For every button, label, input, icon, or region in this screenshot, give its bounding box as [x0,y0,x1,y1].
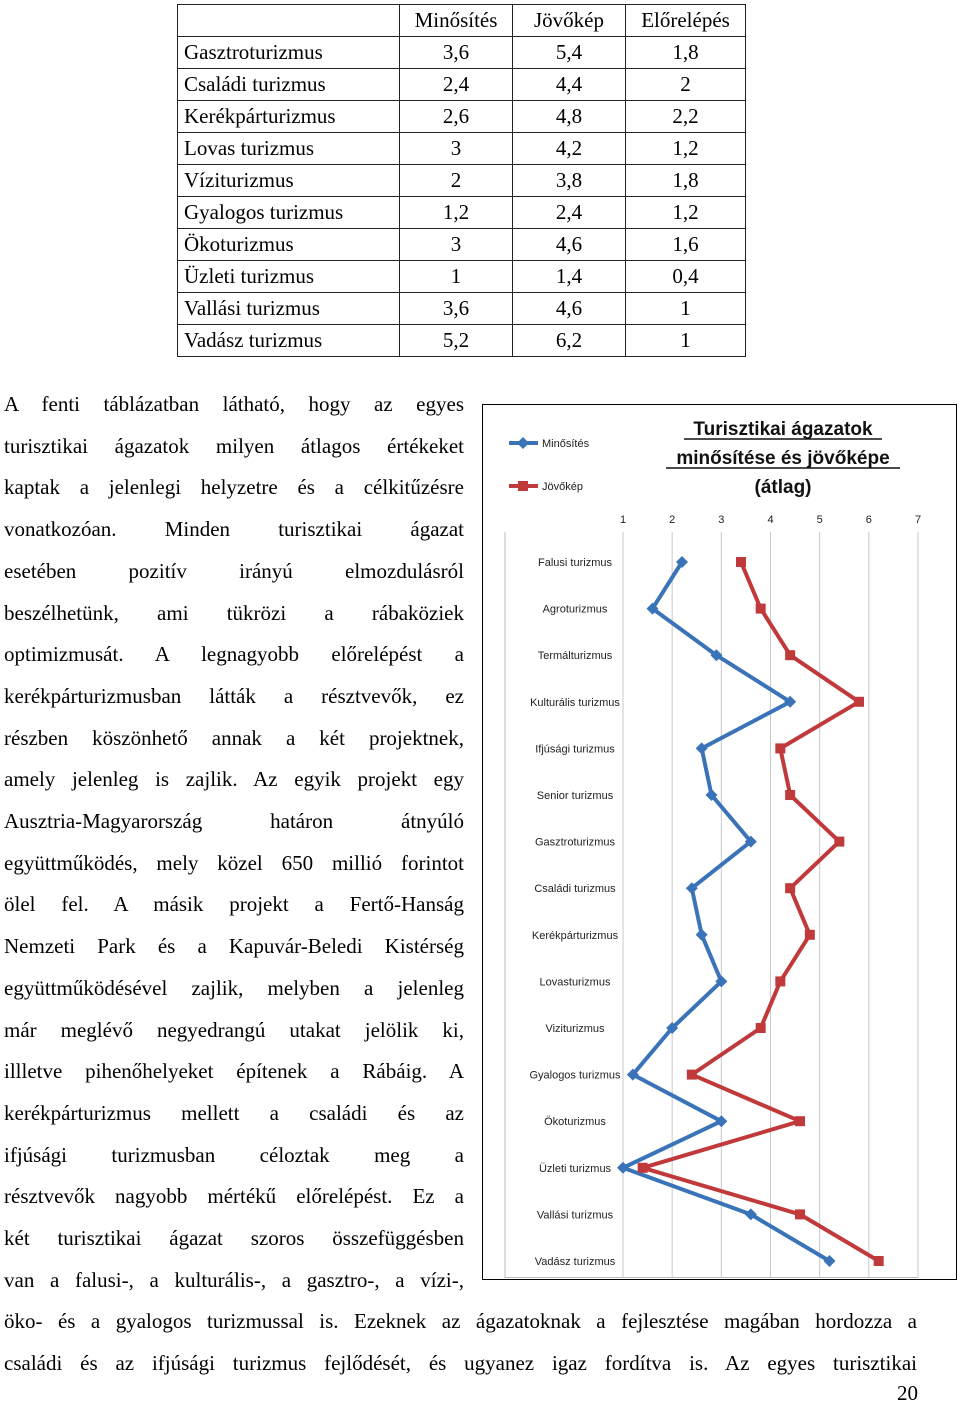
data-point [775,976,785,986]
table-header-cell [178,5,400,37]
table-row [178,197,746,229]
table-cell: 4,6 [513,293,626,325]
data-point [854,697,864,707]
category-label: Családi turizmus [534,883,616,896]
data-point [756,604,766,614]
legend-swatch-marker [518,481,528,491]
text-line: vonatkozóan. Minden turisztikai ágazat [4,517,464,542]
table-cell: 3 [400,133,513,165]
table-row-label: Ökoturizmus [178,229,400,261]
table-cell: 1 [626,293,746,325]
x-tick-label: 7 [914,514,922,526]
data-point [775,743,785,753]
table-header-row [178,5,746,37]
table-row [178,37,746,69]
x-tick-label: 2 [669,514,676,526]
category-label: Senior turizmus [536,790,614,802]
data-point [736,557,746,567]
text-line: turisztikai ágazatok milyen átlagos értékeket [4,433,464,458]
table-cell: 2,2 [626,101,746,133]
text-line: kerékpárturizmus mellett a családi és az [4,1100,464,1125]
text-line: résztvevők nagyobb mértékű előrelépést. Ez a [4,1184,464,1209]
table-cell: 2 [626,69,746,101]
text-line: Ausztria-Magyarország határon átnyúló [4,809,464,834]
category-label: Falusi turizmus [538,557,612,569]
category-label: Vadász turizmus [534,1256,616,1268]
category-label: Viziturizmus [545,1023,605,1035]
text-line: öko- és a gyalogos turizmussal is. Ezeknek az ágazatoknak a fejlesztése magában hordozza a [4,1309,917,1333]
text-line: van a falusi-, a kulturális-, a gasztro-, a vízi-, [4,1267,464,1292]
text-line: amely jelenleg is zajlik. Az egyik projekt egy [4,767,464,792]
text-line: együttműködésével zajlik, melyben a jelenleg [4,975,464,1000]
table-cell: 1,4 [513,261,626,293]
table-cell: 1 [626,325,746,357]
category-label: Ökoturizmus [544,1116,606,1129]
table-cell: 1,2 [626,197,746,229]
table-cell: 3,6 [400,293,513,325]
table-row [178,261,746,293]
table-cell: 3,8 [513,165,626,197]
chart-svg [483,405,956,1279]
category-label: Lovasturizmus [539,976,611,989]
data-point [795,1209,805,1219]
data-point [756,1023,766,1033]
category-label: Gyalogos turizmus [529,1069,621,1082]
table-cell: 4,4 [513,69,626,101]
table-cell: 2,4 [400,69,513,101]
category-label: Ifjúsági turizmus [535,743,615,756]
x-tick-label: 6 [865,514,872,526]
text-line: beszélhetünk, ami tükrözi a rábaköziek [4,600,464,625]
table-cell: 0,4 [626,261,746,293]
table-row [178,133,746,165]
table-cell: 3,6 [400,37,513,69]
data-point [785,883,795,893]
data-point [834,837,844,847]
legend-label: Jövőkép [542,481,583,493]
x-tick-label: 4 [767,514,774,526]
table-cell: 1 [400,261,513,293]
table-cell: 5,4 [513,37,626,69]
table-row [178,325,746,357]
table-row-label: Lovas turizmus [178,133,400,165]
table-row-label: Vadász turizmus [178,325,400,357]
data-point [795,1116,805,1126]
table-cell: 4,2 [513,133,626,165]
text-line: A fenti táblázatban látható, hogy az egyes [4,392,464,416]
table-cell: 5,2 [400,325,513,357]
legend-swatch-marker [517,437,529,449]
table-row [178,165,746,197]
table-row [178,101,746,133]
table-cell: 2,6 [400,101,513,133]
table-header-cell: Jövőkép [513,5,626,37]
table-row-label: Gasztroturizmus [178,37,400,69]
chart-title: Turisztikai ágazatok [693,419,873,440]
text-line: kerékpárturizmusban látták a résztvevők, ez [4,683,464,708]
chart-title: (átlag) [754,477,812,498]
table-row-label: Víziturizmus [178,165,400,197]
x-tick-label: 1 [619,514,627,526]
table-cell: 1,8 [626,37,746,69]
x-tick-label: 3 [718,514,725,526]
data-point [874,1256,884,1266]
table-cell: 2,4 [513,197,626,229]
table-row-label: Kerékpárturizmus [178,101,400,133]
x-tick-label: 5 [816,514,823,526]
table-row [178,229,746,261]
text-line: illletve pihenőhelyeket építenek a Rábáig. A [4,1059,464,1084]
page-number: 20 [897,1381,918,1405]
table-cell: 6,2 [513,325,626,357]
table-cell: 2 [400,165,513,197]
text-line: két turisztikai ágazat szoros összefüggésben [4,1226,464,1251]
table-header-cell: Előrelépés [626,5,746,37]
table-row-label: Vallási turizmus [178,293,400,325]
text-line: esetében pozitív irányú elmozdulásról [4,558,464,583]
table-row [178,69,746,101]
data-point [805,930,815,940]
category-label: Üzleti turizmus [538,1162,612,1175]
text-line: együttműködés, mely közel 650 millió forintot [4,850,464,875]
category-label: Gasztroturizmus [534,836,616,849]
chart [482,404,957,1280]
table-cell: 1,2 [626,133,746,165]
data-point [696,929,708,941]
data-table [177,4,746,357]
table-cell: 1,8 [626,165,746,197]
chart-title: minősítése és jövőképe [676,448,890,469]
text-line: kaptak a jelenlegi helyzetre és a célkitűzésre [4,475,464,500]
category-label: Kulturális turizmus [530,696,620,709]
table-cell: 1,2 [400,197,513,229]
series-line [643,562,879,1261]
table-cell: 4,8 [513,101,626,133]
category-label: Vallási turizmus [536,1209,614,1222]
table-cell: 4,6 [513,229,626,261]
category-label: Kerékpárturizmus [531,929,619,942]
category-label: Agroturizmus [542,603,608,616]
text-line: részben köszönhető annak a két projektnek, [4,725,464,750]
text-line: már meglévő negyedrangú utakat jelölik ki, [4,1017,464,1042]
table-header-cell: Minősítés [400,5,513,37]
table-row-label: Gyalogos turizmus [178,197,400,229]
table-row [178,293,746,325]
data-point [687,1070,697,1080]
text-line: ölel fel. A másik projekt a Fertő-Hanság [4,892,464,917]
text-line: optimizmusát. A legnagyobb előrelépést a [4,642,464,667]
text-line: ifjúsági turizmusban céloztak meg a [4,1142,464,1167]
table-row-label: Családi turizmus [178,69,400,101]
table-cell: 1,6 [626,229,746,261]
text-line: családi és az ifjúsági turizmus fejlődését, és ugyanez igaz fordítva is. Az egyes turisztikai [4,1350,917,1375]
table-row-label: Üzleti turizmus [178,261,400,293]
table-cell: 3 [400,229,513,261]
text-line: Nemzeti Park és a Kapuvár-Beledi Kistérség [4,934,464,959]
data-point [785,790,795,800]
data-point [638,1163,648,1173]
legend-label: Minősítés [542,438,590,450]
body-paragraph [4,384,464,1301]
category-label: Termálturizmus [537,650,613,663]
body-paragraph-continued [4,1301,917,1384]
data-point [785,650,795,660]
